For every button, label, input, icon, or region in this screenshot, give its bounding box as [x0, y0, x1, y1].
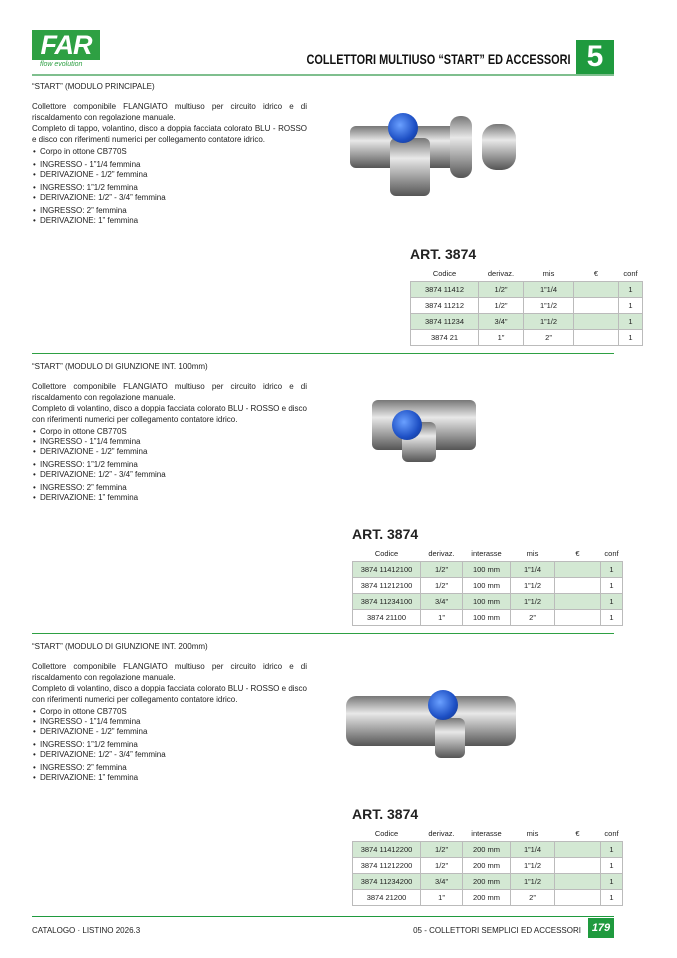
table-cell: 1 — [601, 609, 623, 625]
column-header: € — [593, 269, 599, 279]
table-cell: 3874 11212100 — [353, 577, 421, 593]
table-cell: 1 — [619, 329, 643, 345]
column-header: derivaz. — [428, 829, 455, 839]
column-header: mis — [526, 829, 539, 839]
table-cell: 3874 21100 — [353, 609, 421, 625]
table-cell: 1 — [601, 857, 623, 873]
column-header: Codice — [374, 549, 399, 559]
table-cell — [555, 593, 601, 609]
feature-item: • DERIVAZIONE: 1” femmina — [32, 493, 307, 503]
feature-item: • Corpo in ottone CB770S — [32, 707, 307, 717]
table-cell: 1”1/2 — [511, 593, 555, 609]
table-cell: 1”1/4 — [511, 841, 555, 857]
table-header-row — [353, 547, 623, 561]
table-cell: 3/4” — [421, 873, 463, 889]
column-header: € — [575, 549, 580, 559]
column-header: mis — [526, 549, 539, 559]
table-cell — [555, 889, 601, 905]
table-cell — [574, 329, 619, 345]
table-cell: 1/2” — [479, 297, 524, 313]
table-cell: 100 mm — [463, 561, 511, 577]
table-cell: 3874 11412 — [411, 281, 479, 297]
feature-item: • INGRESSO: 1”1/2 femmina — [32, 460, 307, 470]
feature-item: • INGRESSO - 1”1/4 femmina — [32, 717, 307, 727]
table-row — [353, 857, 623, 873]
table-cell: 3874 11412200 — [353, 841, 421, 857]
column-header: conf — [623, 269, 638, 279]
column-header: interasse — [471, 549, 502, 559]
table-cell: 1 — [601, 593, 623, 609]
table-row — [353, 889, 623, 905]
feature-item: • DERIVAZIONE - 1/2” femmina — [32, 170, 307, 180]
table-row — [353, 873, 623, 889]
product-image — [372, 382, 482, 472]
description-paragraph: Completo di volantino, disco a doppia facciata colorato BLU - ROSSO e disco con riferimenti numerici per collegamento contatore idrico. — [32, 404, 307, 424]
table-row — [411, 329, 643, 345]
table-cell — [555, 609, 601, 625]
far-logo — [32, 30, 104, 74]
description-paragraph: Collettore componibile FLANGIATO multiuso per circuito idrico e di riscaldamento con regolazione manuale. — [32, 662, 307, 682]
table-cell — [555, 857, 601, 873]
section-heading: “START” (MODULO PRINCIPALE) — [32, 82, 155, 91]
table-cell — [555, 577, 601, 593]
product-image — [340, 678, 522, 763]
table-cell: 200 mm — [463, 857, 511, 873]
table-cell: 1/2” — [421, 577, 463, 593]
table-cell: 1”1/2 — [511, 857, 555, 873]
feature-item: • DERIVAZIONE: 1/2” - 3/4” femmina — [32, 750, 307, 760]
product-table — [352, 547, 623, 626]
table-cell: 3874 11234100 — [353, 593, 421, 609]
feature-item: • INGRESSO: 2” femmina — [32, 763, 307, 773]
feature-item: • Corpo in ottone CB770S — [32, 147, 307, 157]
table-cell: 100 mm — [463, 593, 511, 609]
section-description — [32, 661, 307, 783]
feature-item: • DERIVAZIONE - 1/2” femmina — [32, 727, 307, 737]
product-table — [352, 827, 623, 906]
table-header-row — [353, 827, 623, 841]
description-paragraph: Completo di volantino, disco a doppia facciata colorato BLU - ROSSO e disco con riferimenti numerici per collegamento contatore idrico. — [32, 684, 307, 704]
table-cell: 1”1/2 — [511, 577, 555, 593]
section-heading: “START” (MODULO DI GIUNZIONE INT. 200mm) — [32, 642, 208, 651]
section-description — [32, 101, 307, 226]
table-cell — [574, 297, 619, 313]
table-cell: 2” — [524, 329, 574, 345]
article-number: ART. 3874 — [352, 526, 419, 542]
feature-item: • DERIVAZIONE - 1/2” femmina — [32, 447, 307, 457]
table-cell: 3874 11212200 — [353, 857, 421, 873]
table-cell: 3874 11234 — [411, 313, 479, 329]
column-header: conf — [604, 549, 619, 559]
table-row — [411, 281, 643, 297]
logo-tagline: flow evolution — [40, 61, 83, 68]
table-cell: 200 mm — [463, 841, 511, 857]
page-number: 179 — [588, 918, 614, 938]
table-cell: 3/4” — [421, 593, 463, 609]
table-cell: 3874 11212 — [411, 297, 479, 313]
table-cell: 1/2” — [421, 857, 463, 873]
table-cell: 3874 21 — [411, 329, 479, 345]
table-cell: 1”1/2 — [524, 313, 574, 329]
feature-list — [32, 707, 307, 783]
description-paragraph: Collettore componibile FLANGIATO multiuso per circuito idrico e di riscaldamento con regolazione manuale. — [32, 382, 307, 402]
footer-section: 05 - COLLETTORI SEMPLICI ED ACCESSORI — [413, 926, 581, 935]
logo-text: FAR — [32, 30, 100, 60]
description-paragraph: Collettore componibile FLANGIATO multiuso per circuito idrico e di riscaldamento con regolazione manuale. — [32, 102, 307, 122]
feature-item: • INGRESSO: 2” femmina — [32, 206, 307, 216]
table-cell: 1” — [479, 329, 524, 345]
table-cell: 1 — [601, 561, 623, 577]
table-row — [411, 313, 643, 329]
feature-list — [32, 427, 307, 503]
table-row — [353, 561, 623, 577]
section-description — [32, 381, 307, 503]
column-header: Codice — [432, 269, 457, 279]
column-header: Codice — [374, 829, 399, 839]
column-header: derivaz. — [487, 269, 515, 279]
product-image — [350, 98, 520, 198]
article-number: ART. 3874 — [352, 806, 419, 822]
table-row — [411, 297, 643, 313]
feature-item: • INGRESSO - 1”1/4 femmina — [32, 437, 307, 447]
table-cell: 1 — [619, 297, 643, 313]
feature-item: • DERIVAZIONE: 1” femmina — [32, 773, 307, 783]
column-header: conf — [604, 829, 619, 839]
feature-item: • INGRESSO: 1”1/2 femmina — [32, 740, 307, 750]
section-divider — [32, 633, 614, 634]
chapter-badge: 5 — [576, 40, 614, 74]
table-cell: 1”1/2 — [511, 873, 555, 889]
table-cell: 2” — [511, 609, 555, 625]
table-cell: 3874 21200 — [353, 889, 421, 905]
table-cell: 200 mm — [463, 873, 511, 889]
table-cell: 1” — [421, 889, 463, 905]
table-cell: 1 — [601, 889, 623, 905]
section-heading: “START” (MODULO DI GIUNZIONE INT. 100mm) — [32, 362, 208, 371]
column-header: mis — [542, 269, 555, 279]
table-cell: 3/4” — [479, 313, 524, 329]
table-cell: 1/2” — [421, 841, 463, 857]
table-cell: 1 — [619, 313, 643, 329]
table-cell: 200 mm — [463, 889, 511, 905]
table-cell: 3874 11412100 — [353, 561, 421, 577]
column-header: derivaz. — [428, 549, 455, 559]
table-cell: 1 — [601, 873, 623, 889]
table-cell: 2” — [511, 889, 555, 905]
table-cell: 1 — [619, 281, 643, 297]
feature-item: • DERIVAZIONE: 1” femmina — [32, 216, 307, 226]
table-row — [353, 577, 623, 593]
table-cell: 1 — [601, 577, 623, 593]
footer-catalog: CATALOGO · LISTINO 2026.3 — [32, 926, 141, 935]
table-cell: 1”1/4 — [524, 281, 574, 297]
column-header: € — [575, 829, 580, 839]
feature-list — [32, 147, 307, 226]
table-cell: 100 mm — [463, 609, 511, 625]
column-header: interasse — [471, 829, 502, 839]
table-cell: 3874 11234200 — [353, 873, 421, 889]
feature-item: • INGRESSO: 2” femmina — [32, 483, 307, 493]
table-cell — [555, 841, 601, 857]
feature-item: • DERIVAZIONE: 1/2” - 3/4” femmina — [32, 193, 307, 203]
page-title: COLLETTORI MULTIUSO “START” ED ACCESSORI — [306, 51, 571, 67]
table-row — [353, 841, 623, 857]
feature-item: • DERIVAZIONE: 1/2” - 3/4” femmina — [32, 470, 307, 480]
table-cell — [555, 561, 601, 577]
table-header-row — [411, 267, 643, 281]
description-paragraph: Completo di tappo, volantino, disco a doppia facciata colorato BLU - ROSSO e disco con riferimenti numerici per collegamento contatore idrico. — [32, 124, 307, 144]
article-number: ART. 3874 — [410, 246, 477, 262]
table-cell: 1/2” — [421, 561, 463, 577]
feature-item: • Corpo in ottone CB770S — [32, 427, 307, 437]
table-cell: 1”1/4 — [511, 561, 555, 577]
table-cell: 1 — [601, 841, 623, 857]
product-table — [410, 267, 643, 346]
table-cell — [574, 313, 619, 329]
feature-item: • INGRESSO - 1”1/4 femmina — [32, 160, 307, 170]
feature-item: • INGRESSO: 1”1/2 femmina — [32, 183, 307, 193]
header-divider — [32, 74, 614, 76]
section-divider — [32, 353, 614, 354]
footer-divider — [32, 916, 614, 917]
table-row — [353, 593, 623, 609]
table-cell — [574, 281, 619, 297]
table-cell — [555, 873, 601, 889]
table-cell: 1/2” — [479, 281, 524, 297]
table-row — [353, 609, 623, 625]
table-cell: 1”1/2 — [524, 297, 574, 313]
table-cell: 1” — [421, 609, 463, 625]
table-cell: 100 mm — [463, 577, 511, 593]
